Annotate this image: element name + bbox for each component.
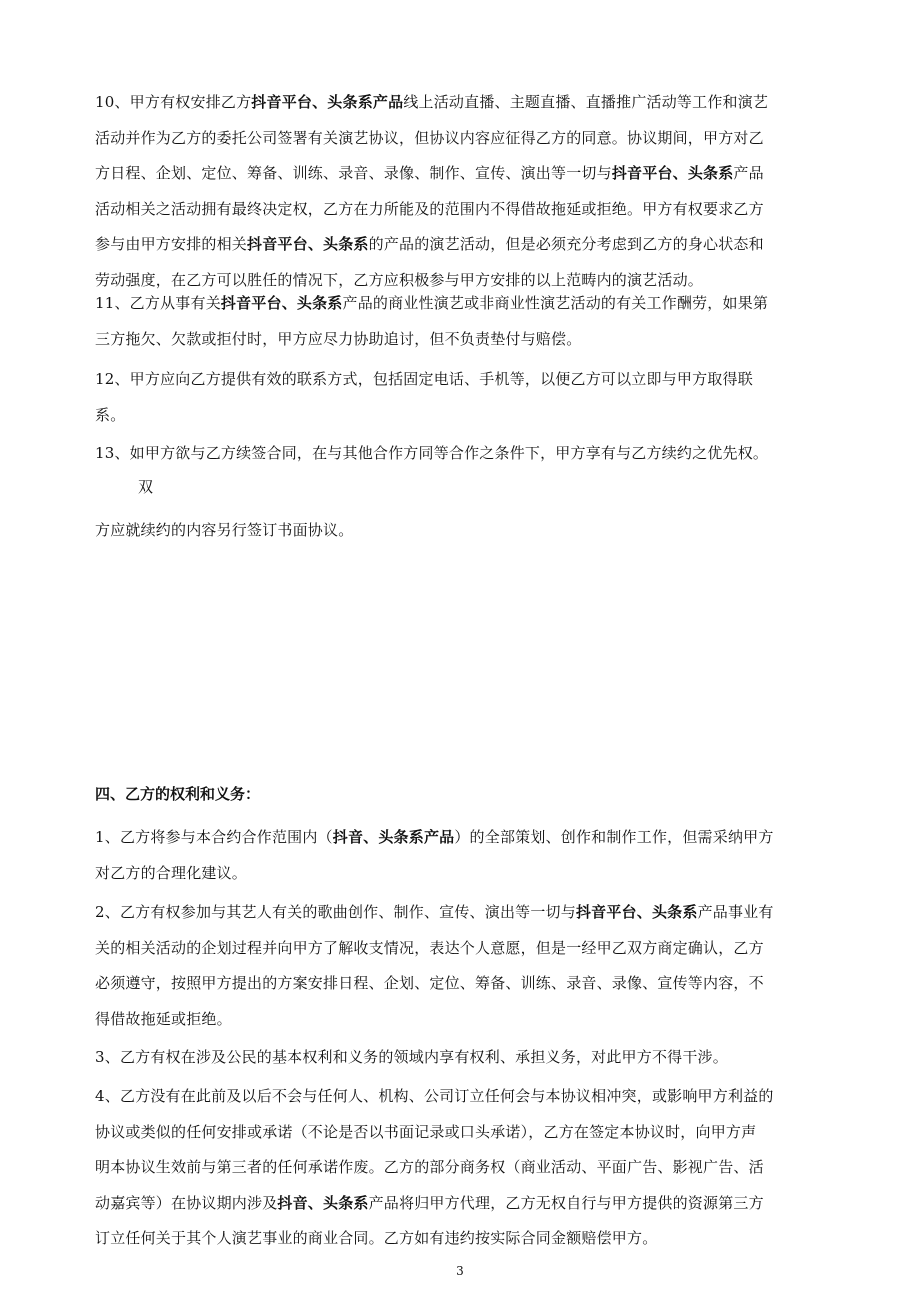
item-4-line-2: 协议或类似的任何安排或承诺（不论是否以书面记录或口头承诺），乙方在签定本协议时，向甲方声 <box>95 1122 757 1141</box>
clause-10-line-3: 方日程、企划、定位、筹备、训练、录音、录像、制作、宣传、演出等一切与抖音平台、头条系产品 <box>95 164 764 182</box>
section-4-item-3 <box>95 1040 830 1076</box>
clause-13 <box>95 436 830 472</box>
clause-11-line-1: 11、乙方从事有关抖音平台、头条系产品的商业性演艺或非商业性演艺活动的有关工作酬劳，如果第 <box>95 294 769 312</box>
clause-12 <box>95 362 830 433</box>
item-4-line-5: 订立任何关于其个人演艺事业的商业合同。乙方如有违约按实际合同金额赔偿甲方。 <box>95 1229 658 1247</box>
clause-11-line-2: 三方拖欠、欠款或拒付时，甲方应尽力协助追讨，但不负责垫付与赔偿。 <box>95 329 582 348</box>
clause-10-line-6: 劳动强度，在乙方可以胜任的情况下，乙方应积极参与甲方安排的以上范畴内的演艺活动。 <box>95 270 704 289</box>
page-number: 3 <box>456 1264 464 1278</box>
clause-10-line-4: 活动相关之活动拥有最终决定权，乙方在力所能及的范围内不得借故拖延或拒绝。甲方有权要求乙方 <box>95 199 764 218</box>
item-2-line-2: 关的相关活动的企划过程并向甲方了解收支情况，表达个人意愿，但是一经甲乙双方商定确认，乙方 <box>95 938 764 957</box>
clause-11 <box>95 286 830 357</box>
clause-13-continued <box>95 513 830 549</box>
clause-13-line-3: 方应就续约的内容另行签订书面协议。 <box>95 521 354 539</box>
item-4-line-4: 动嘉宾等）在协议期内涉及抖音、头条系产品将归甲方代理，乙方无权自行与甲方提供的资源第三方 <box>95 1193 764 1212</box>
item-1-line-1: 1、乙方将参与本合约合作范围内（抖音、头条系产品）的全部策划、创作和制作工作，但需采纳甲方 <box>95 828 774 846</box>
clause-12-line-1: 12、甲方应向乙方提供有效的联系方式，包括固定电话、手机等，以便乙方可以立即与甲方取得联 <box>95 370 753 388</box>
section-4-item-1 <box>95 820 830 891</box>
clause-10-line-1: 10、甲方有权安排乙方抖音平台、头条系产品线上活动直播、主题直播、直播推广活动等工作和演艺 <box>95 93 769 111</box>
section-4-item-4 <box>95 1079 830 1257</box>
clause-10-line-5: 参与由甲方安排的相关抖音平台、头条系的产品的演艺活动，但是必须充分考虑到乙方的身心状态和 <box>95 235 764 253</box>
section-4-heading: 四、乙方的权利和义务： <box>95 785 261 803</box>
item-4-line-3: 明本协议生效前与第三者的任何承诺作废。乙方的部分商务权（商业活动、平面广告、影视广告、活 <box>95 1158 764 1176</box>
clause-10-line-2: 活动并作为乙方的委托公司签署有关演艺协议，但协议内容应征得乙方的同意。协议期间，甲方对乙 <box>95 128 764 147</box>
item-2-line-3: 必须遵守，按照甲方提出的方案安排日程、企划、定位、筹备、训练、录音、录像、宣传等内容，不 <box>95 974 764 992</box>
clause-10 <box>95 85 830 298</box>
clause-13-line-2: 双 <box>138 478 154 496</box>
item-2-line-1: 2、乙方有权参加与其艺人有关的歌曲创作、制作、宣传、演出等一切与抖音平台、头条系产品事业有 <box>95 903 774 921</box>
item-2-line-4: 得借故拖延或拒绝。 <box>95 1009 232 1028</box>
section-4-item-2 <box>95 895 830 1037</box>
item-4-line-1: 4、乙方没有在此前及以后不会与任何人、机构、公司订立任何会与本协议相冲突，或影响甲方利益的 <box>95 1087 774 1105</box>
item-1-line-2: 对乙方的合理化建议。 <box>95 863 248 882</box>
clause-12-line-2: 系。 <box>95 405 126 424</box>
clause-13-line-1: 13、如甲方欲与乙方续签合同，在与其他合作方同等合作之条件下，甲方享有与乙方续约之优先权。 <box>95 444 769 462</box>
item-3-line-1: 3、乙方有权在涉及公民的基本权利和义务的领域内享有权利、承担义务，对此甲方不得干涉。 <box>95 1048 728 1066</box>
